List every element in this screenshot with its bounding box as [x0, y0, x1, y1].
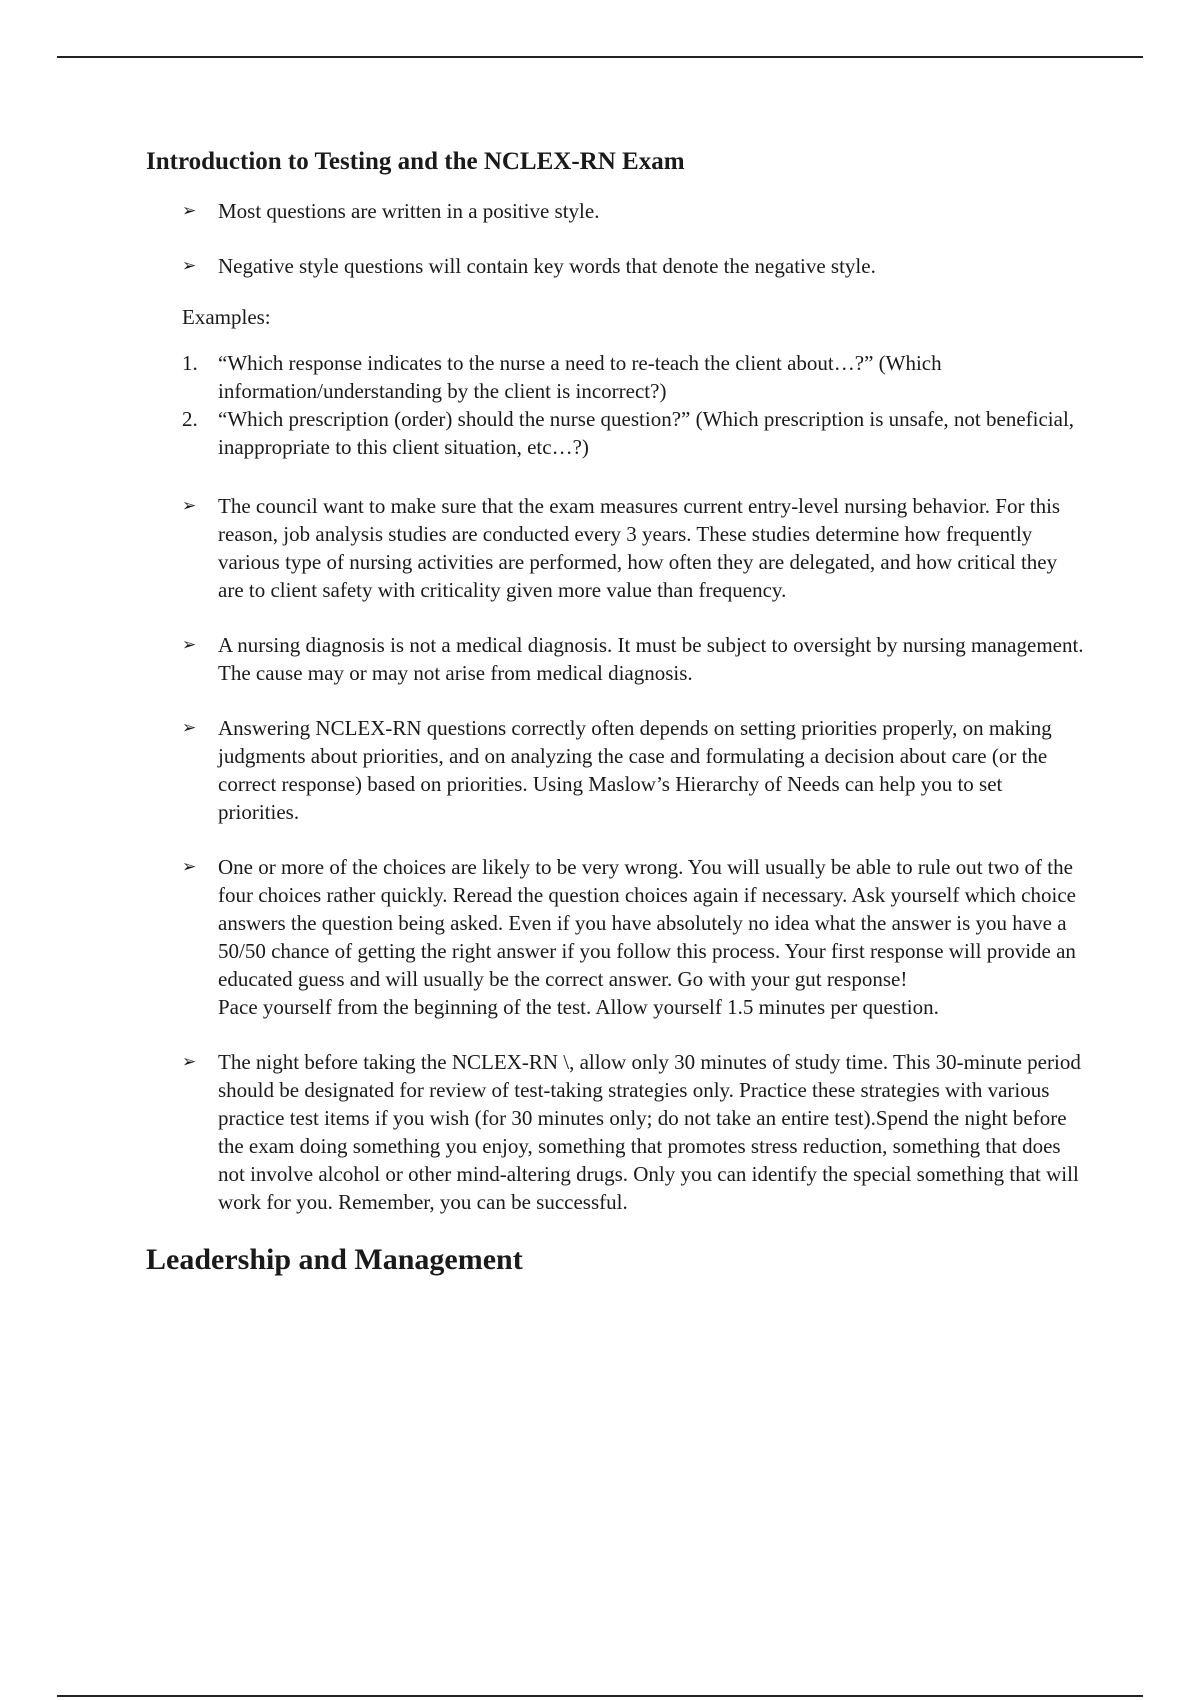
bullet-item: ➢ A nursing diagnosis is not a medical diagnosis. It must be subject to oversight by nursing management. The cause may or may not arise from medical diagnosis. [182, 633, 1084, 685]
bullet-item: ➢ The council want to make sure that the exam measures current entry-level nursing behavior. For this reason, job analysis studies are conducted every 3 years. These studies determine how frequently various type of nursing activities are performed, how often they are delegated, and how critical they are to client safety with criticality given more value than frequency. [182, 494, 1061, 602]
arrowhead-bullet-icon: ➢ [182, 201, 197, 221]
bullet-item: ➢ The night before taking the NCLEX-RN \, allow only 30 minutes of study time. This 30-minute period should be designated for review of test-taking strategies only. Practice these strategies with various practice test items if you wish (for 30 minutes only; do not take an entire test).Spend the night before the exam doing something you enjoy, something that promotes stress reduction, something that does not involve alcohol or other mind-altering drugs. Only you can identify the special something that will work for you. Remember, you can be successful. [182, 1050, 1081, 1214]
document-body [146, 145, 1086, 1295]
section-title-intro: Introduction to Testing and the NCLEX-RN Exam [146, 148, 685, 175]
bullet-item: ➢ One or more of the choices are likely to be very wrong. You will usually be able to rule out two of the four choices rather quickly. Reread the question choices again if necessary. Ask yourself which choice answers the question being asked. Even if you have absolutely no idea what the answer is you have a 50/50 chance of getting the right answer if you follow this process. Your first response will provide an educated guess and will usually be the correct answer. Go with your gut response! Pace yourself from the beginning of the test. Allow yourself 1.5 minutes per question. [182, 855, 1076, 1019]
arrowhead-bullet-icon: ➢ [182, 496, 197, 516]
example-item: 1. “Which response indicates to the nurse a need to re-teach the client about…?” (Which information/understanding by the client is incorrect?) [182, 351, 942, 403]
arrowhead-bullet-icon: ➢ [182, 256, 197, 276]
header-rule [57, 56, 1143, 58]
arrowhead-bullet-icon: ➢ [182, 1052, 197, 1072]
bullet-item: ➢ Negative style questions will contain key words that denote the negative style. [182, 254, 876, 278]
section-title-leadership: Leadership and Management [146, 1243, 523, 1276]
arrowhead-bullet-icon: ➢ [182, 635, 197, 655]
bullet-item: ➢ Answering NCLEX-RN questions correctly often depends on setting priorities properly, on making judgments about priorities, and on analyzing the case and formulating a decision about care (or the correct response) based on priorities. Using Maslow’s Hierarchy of Needs can help you to set priorities. [182, 716, 1052, 824]
bullet-item: ➢ Most questions are written in a positive style. [182, 199, 600, 223]
example-item: 2. “Which prescription (order) should the nurse question?” (Which prescription is unsafe, not beneficial, inappropriate to this client situation, etc…?) [182, 407, 1075, 459]
arrowhead-bullet-icon: ➢ [182, 857, 197, 877]
examples-label: Examples: [182, 305, 271, 329]
examples-list [146, 349, 1086, 461]
arrowhead-bullet-icon: ➢ [182, 718, 197, 738]
footer-rule [57, 1695, 1143, 1697]
